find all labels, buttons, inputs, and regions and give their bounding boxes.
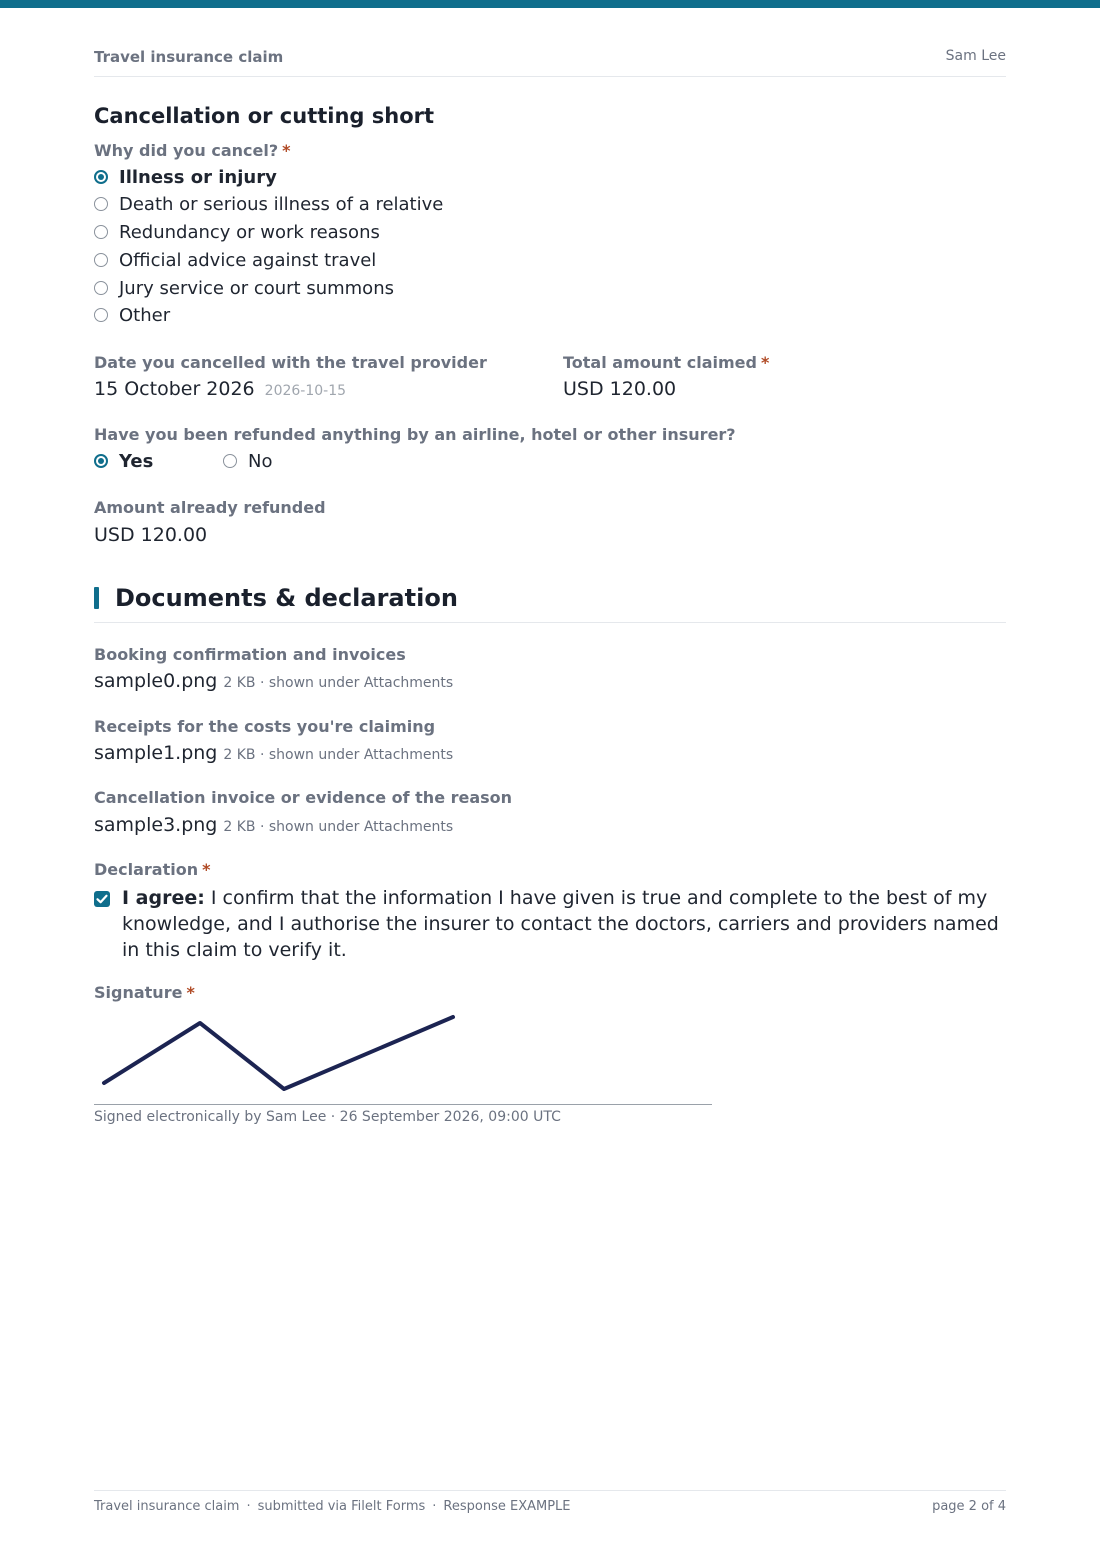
evidence-label: Cancellation invoice or evidence of the reason (94, 788, 513, 807)
cancel-date-text: 15 October 2026 (94, 378, 255, 400)
file-meta: 2 KB · shown under Attachments (223, 675, 454, 691)
reason-option-label: Death or serious illness of a relative (119, 193, 444, 215)
reason-option-label: Official advice against travel (119, 249, 377, 271)
footer-separator: · (432, 1499, 437, 1514)
reason-option-jury[interactable] (94, 277, 394, 299)
file-meta: 2 KB · shown under Attachments (223, 819, 454, 835)
evidence-file[interactable] (94, 814, 453, 836)
signature-label (94, 983, 195, 1002)
booking-docs-label: Booking confirmation and invoices (94, 645, 406, 664)
declaration-body: I confirm that the information I have given is true and complete to the best of my knowledge, and I authorise the insurer to contact the doctors, carriers and providers named in this claim to verify it. (122, 887, 999, 961)
cancel-date-label: Date you cancelled with the travel provider (94, 353, 487, 372)
required-mark: * (282, 141, 291, 160)
reason-label (94, 141, 291, 160)
reason-label-text: Why did you cancel? (94, 141, 279, 160)
refund-option-yes[interactable] (94, 450, 153, 472)
page-number: page 2 of 4 (932, 1499, 1006, 1514)
radio-empty-icon (94, 225, 108, 239)
total-claimed-label (563, 353, 769, 372)
page-footer (94, 1490, 1006, 1521)
file-name: sample0.png (94, 670, 218, 692)
checkmark-icon (94, 891, 110, 907)
documents-section-header (94, 584, 1006, 623)
required-mark: * (202, 860, 211, 879)
cancel-date-value (94, 378, 346, 400)
radio-empty-icon (94, 253, 108, 267)
radio-empty-icon (94, 197, 108, 211)
refund-option-no[interactable] (223, 450, 272, 472)
signature-drawing (94, 1010, 712, 1104)
footer-via: submitted via Filelt Forms (257, 1499, 426, 1514)
reason-option-relative[interactable] (94, 193, 443, 215)
footer-form-name: Travel insurance claim (94, 1499, 240, 1514)
refunded-value: USD 120.00 (94, 524, 208, 546)
page-header (94, 48, 1006, 77)
declaration-label (94, 860, 210, 879)
file-name: sample3.png (94, 814, 218, 836)
footer-response: Response EXAMPLE (443, 1499, 571, 1514)
refund-option-label: No (248, 450, 273, 472)
reason-option-redundancy[interactable] (94, 221, 380, 243)
radio-empty-icon (94, 281, 108, 295)
declaration-checkbox[interactable] (94, 891, 110, 907)
file-name: sample1.png (94, 742, 218, 764)
footer-separator: · (246, 1499, 251, 1514)
cancellation-heading: Cancellation or cutting short (94, 104, 435, 128)
reason-option-advice[interactable] (94, 249, 376, 271)
total-claimed-value: USD 120.00 (563, 378, 677, 400)
reason-option-label: Other (119, 304, 171, 326)
reason-option-label: Illness or injury (119, 166, 277, 188)
file-meta: 2 KB · shown under Attachments (223, 747, 454, 763)
radio-empty-icon (94, 308, 108, 322)
signature-caption: Signed electronically by Sam Lee · 26 September 2026, 09:00 UTC (94, 1109, 561, 1125)
refund-option-label: Yes (119, 450, 154, 472)
booking-file[interactable] (94, 670, 453, 692)
receipts-label: Receipts for the costs you're claiming (94, 717, 436, 736)
signature-label-text: Signature (94, 983, 183, 1002)
agree-label: I agree: (122, 887, 205, 909)
declaration-label-text: Declaration (94, 860, 199, 879)
required-mark: * (186, 983, 195, 1002)
total-claimed-label-text: Total amount claimed (563, 353, 757, 372)
reason-option-label: Jury service or court summons (119, 277, 394, 299)
refunded-label: Amount already refunded (94, 498, 326, 517)
section-accent-bar (94, 587, 99, 609)
cancel-date-iso: 2026-10-15 (264, 383, 347, 399)
top-accent-bar (0, 0, 1100, 8)
radio-selected-icon (94, 170, 108, 184)
form-title: Travel insurance claim (94, 48, 284, 66)
respondent-name: Sam Lee (945, 48, 1006, 64)
reason-option-label: Redundancy or work reasons (119, 221, 380, 243)
radio-empty-icon (223, 454, 237, 468)
footer-info (94, 1499, 571, 1514)
required-mark: * (760, 353, 770, 372)
refund-question: Have you been refunded anything by an airline, hotel or other insurer? (94, 425, 736, 444)
documents-heading: Documents & declaration (115, 584, 458, 612)
reason-option-other[interactable] (94, 304, 170, 326)
receipts-file[interactable] (94, 742, 453, 764)
signature-pad (94, 1010, 712, 1105)
reason-option-illness[interactable] (94, 166, 277, 188)
radio-selected-icon (94, 454, 108, 468)
declaration-text (122, 885, 1006, 963)
